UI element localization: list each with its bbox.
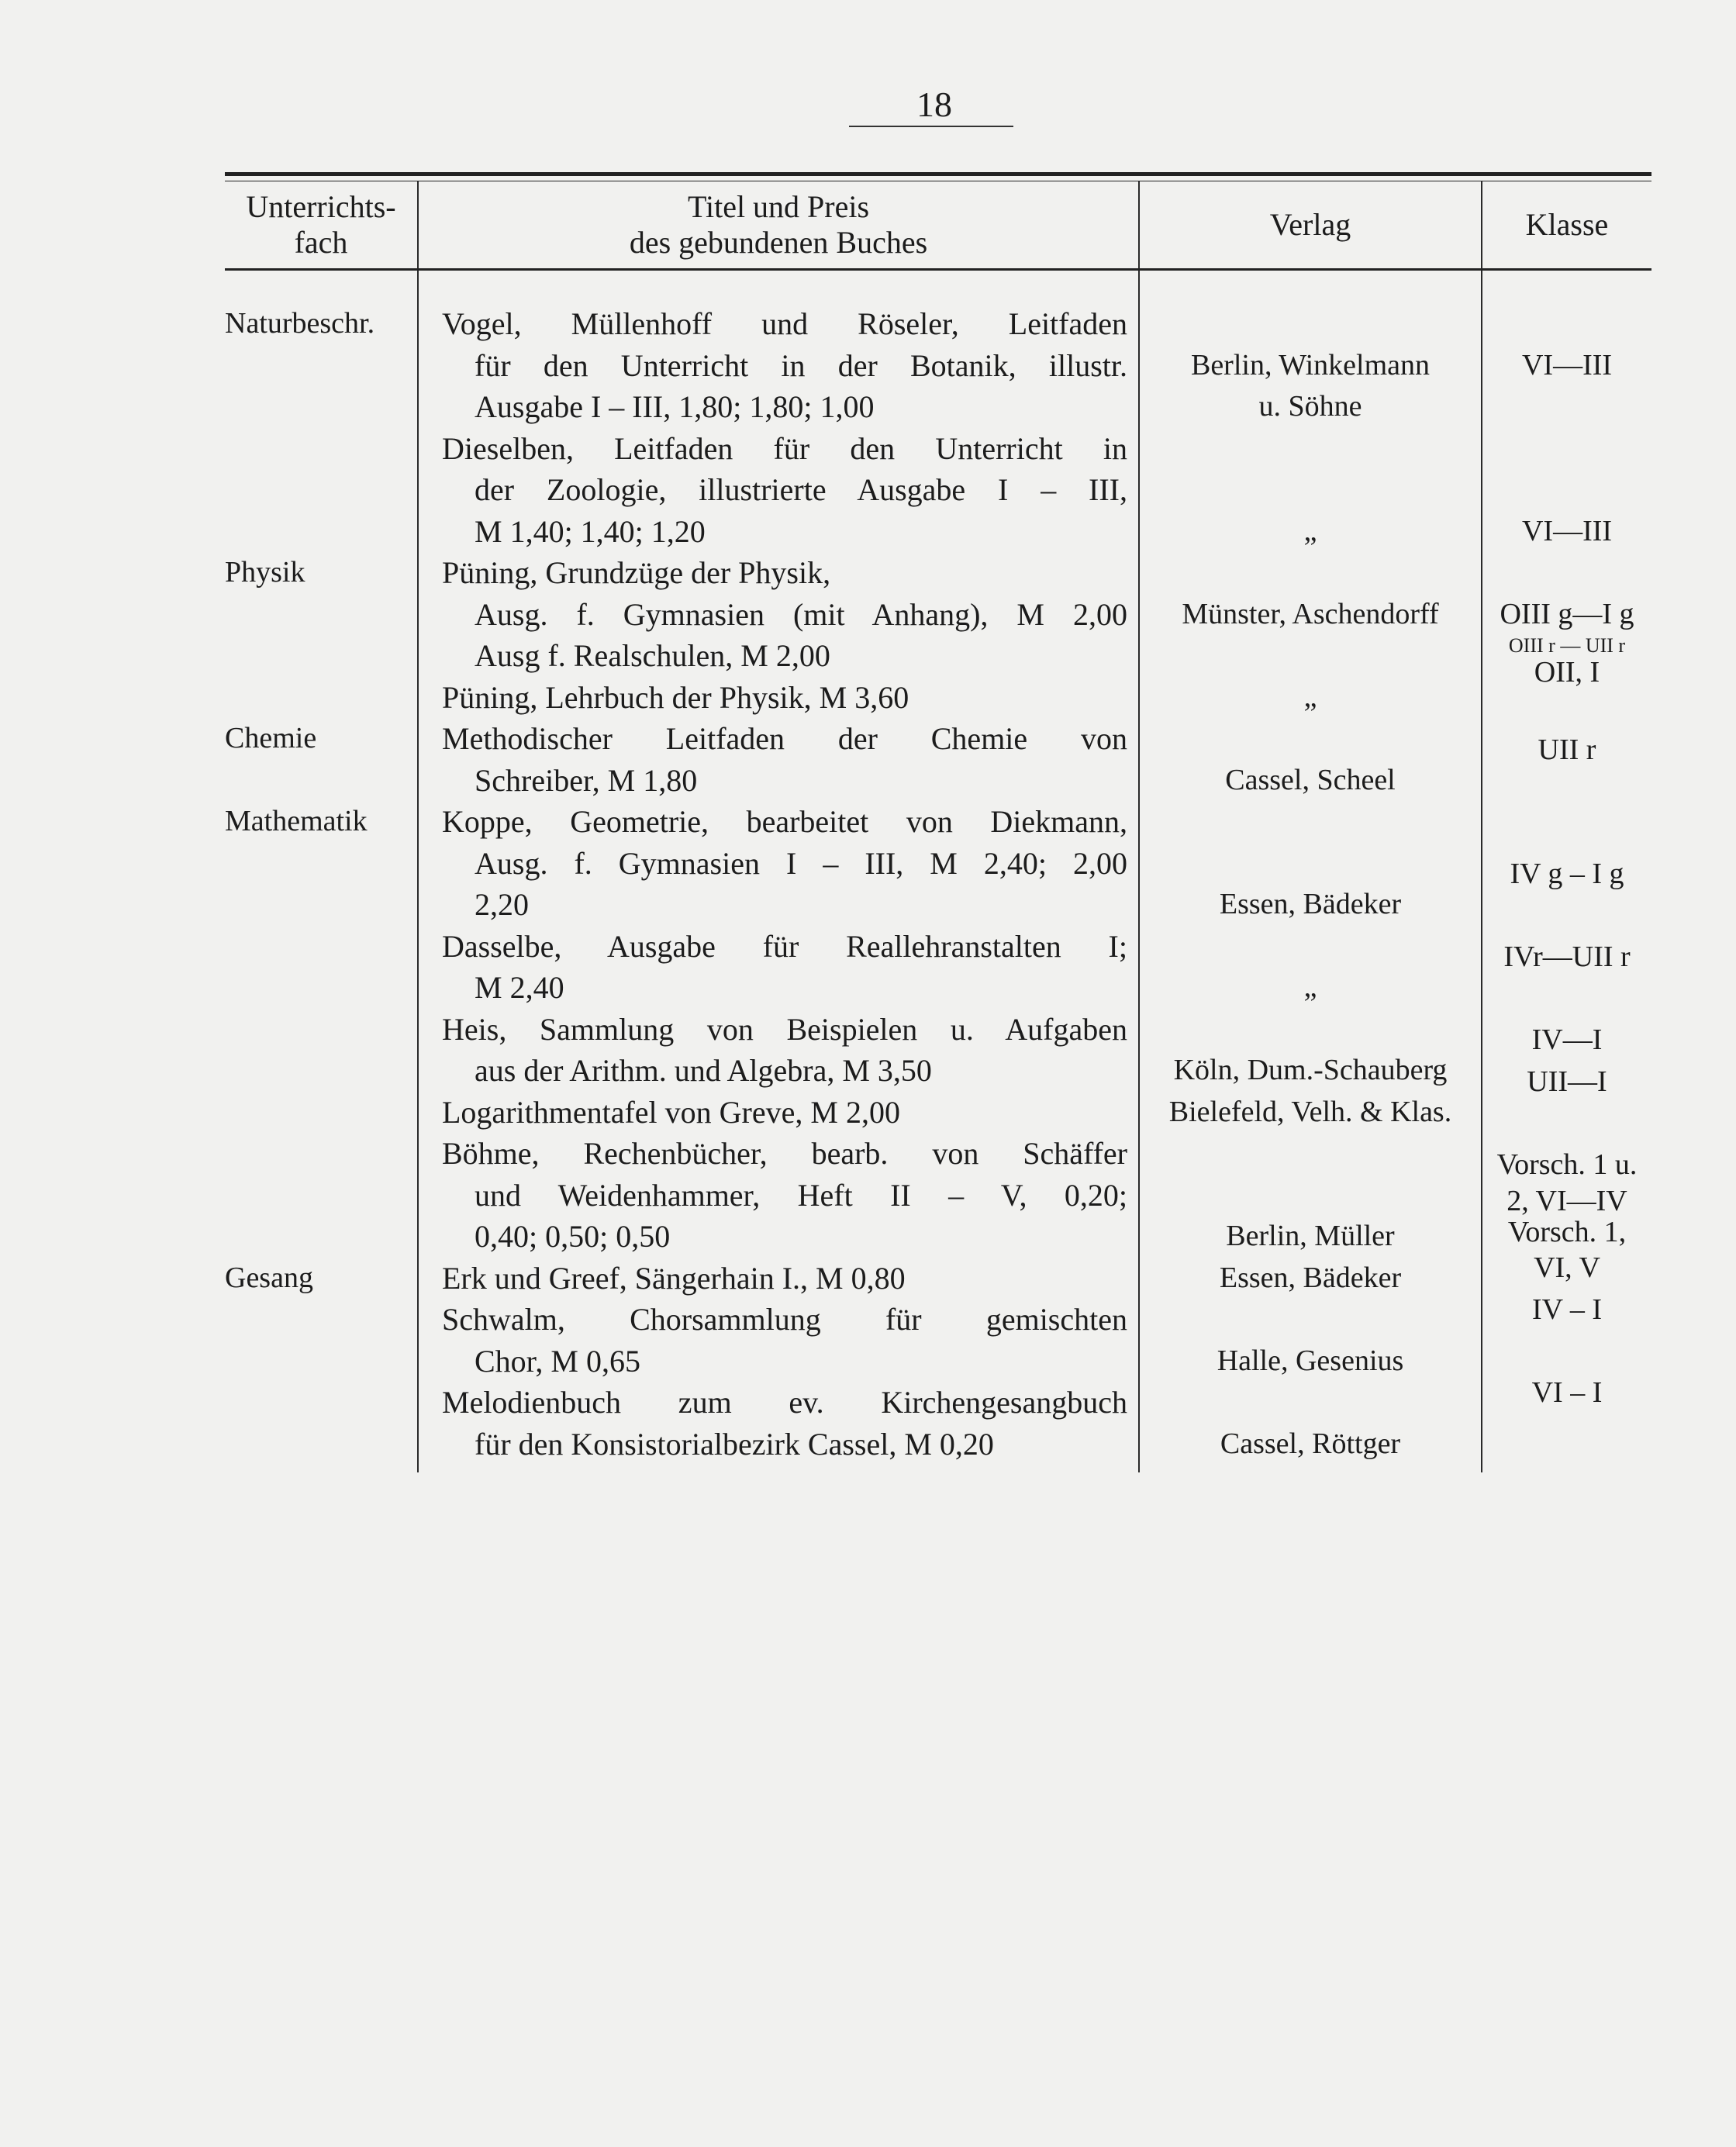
verlag-cell: Essen, Bädeker — [1219, 1261, 1402, 1294]
verlag-cell — [1140, 718, 1481, 760]
fach-cell — [225, 511, 417, 553]
header-verlag — [1138, 181, 1481, 268]
header-fach — [225, 181, 417, 268]
column-klasse — [1481, 271, 1651, 1472]
verlag-cell — [1140, 635, 1481, 677]
verlag-cell: Bielefeld, Velh. & Klas. — [1168, 1095, 1452, 1128]
titel-line: Koppe, Geometrie, bearbeitet von Diekmann, — [442, 804, 1127, 839]
fach-cell: Physik — [225, 556, 305, 589]
fach-cell — [225, 1133, 417, 1175]
verlag-ditto: „ — [1303, 514, 1317, 547]
titel-line: Vogel, Müllenhoff und Röseler, Leitfaden — [442, 306, 1127, 341]
verlag-cell: Berlin, Müller — [1226, 1220, 1395, 1252]
fach-cell: Chemie — [225, 722, 317, 754]
header-titel-line-1: Titel und Preis — [687, 189, 870, 224]
column-fach — [225, 271, 417, 1472]
verlag-cell — [1140, 428, 1481, 470]
header-fach-line-2: fach — [294, 225, 348, 260]
page-number: 18 — [916, 85, 952, 124]
table-header — [225, 181, 1651, 268]
fach-cell — [225, 469, 417, 511]
fach-cell — [225, 967, 417, 1009]
titel-line: Schwalm, Chorsammlung für gemischten — [442, 1302, 1127, 1337]
fach-cell — [225, 760, 417, 802]
verlag-cell — [1140, 1009, 1481, 1051]
titel-line: Ausg. f. Gymnasien (mit Anhang), M 2,00 — [475, 596, 1127, 632]
fach-cell — [225, 1175, 417, 1217]
verlag-cell — [1140, 1175, 1481, 1217]
verlag-cell: Berlin, Winkelmann — [1190, 348, 1431, 381]
titel-line: 0,40; 0,50; 0,50 — [475, 1219, 671, 1254]
fach-cell — [225, 843, 417, 885]
titel-line: Heis, Sammlung von Beispielen u. Aufgaben — [442, 1011, 1127, 1047]
verlag-cell — [1140, 1299, 1481, 1341]
titel-line: Chor, M 0,65 — [475, 1343, 640, 1379]
verlag-cell — [1140, 1382, 1481, 1424]
verlag-cell: u. Söhne — [1258, 390, 1362, 423]
fach-cell: Gesang — [225, 1261, 313, 1294]
header-verlag-label: Verlag — [1269, 207, 1351, 242]
verlag-ditto: „ — [1303, 680, 1317, 713]
verlag-cell — [1140, 801, 1481, 843]
titel-line: M 1,40; 1,40; 1,20 — [475, 513, 706, 549]
page-number-rule — [849, 126, 1013, 127]
fach-cell: Mathematik — [225, 805, 368, 837]
fach-cell: Naturbeschr. — [225, 307, 375, 340]
verlag-cell — [1140, 1133, 1481, 1175]
titel-line: Püning, Lehrbuch der Physik, M 3,60 — [442, 679, 909, 715]
fach-cell — [225, 1009, 417, 1051]
verlag-cell — [1140, 843, 1481, 885]
fach-cell — [225, 635, 417, 677]
verlag-cell: Köln, Dum.-Schauberg — [1173, 1054, 1448, 1086]
titel-line: Logarithmentafel von Greve, M 2,00 — [442, 1094, 900, 1130]
titel-line: und Weidenhammer, Heft II – V, 0,20; — [475, 1177, 1127, 1213]
klasse-cell: 2, VI—IV — [1506, 1185, 1627, 1217]
titel-line: Erk und Greef, Sängerhain I., M 0,80 — [442, 1260, 906, 1296]
column-verlag — [1138, 271, 1481, 1472]
verlag-cell: Halle, Gesenius — [1217, 1344, 1404, 1377]
verlag-cell: Essen, Bädeker — [1219, 888, 1402, 920]
titel-line: für den Unterricht in der Botanik, illustr. — [475, 347, 1127, 383]
klasse-cell: OII, I — [1534, 656, 1600, 689]
klasse-cell: Vorsch. 1, — [1507, 1216, 1627, 1248]
titel-line: der Zoologie, illustrierte Ausgabe I – III, — [475, 472, 1127, 507]
titel-line: Methodischer Leitfaden der Chemie von — [442, 721, 1127, 756]
klasse-cell: VI—III — [1521, 348, 1613, 381]
header-klasse-label: Klasse — [1525, 207, 1609, 242]
verlag-cell: Cassel, Röttger — [1220, 1427, 1401, 1460]
header-titel-line-2: des gebundenen Buches — [629, 225, 928, 260]
titel-line: für den Konsistorialbezirk Cassel, M 0,20 — [475, 1426, 994, 1462]
verlag-cell: Münster, Aschendorff — [1182, 597, 1439, 630]
titel-line: Schreiber, M 1,80 — [475, 762, 698, 798]
fach-cell — [225, 386, 417, 428]
klasse-cell: IV g – I g — [1510, 858, 1624, 890]
klasse-cell: VI—III — [1521, 514, 1613, 547]
fach-cell — [225, 926, 417, 968]
titel-line: Dasselbe, Ausgabe für Reallehranstalten I; — [442, 928, 1127, 964]
fach-cell — [225, 345, 417, 387]
verlag-cell — [1140, 303, 1481, 345]
verlag-cell — [1140, 469, 1481, 511]
verlag-cell — [1140, 926, 1481, 968]
klasse-cell: IVr—UII r — [1503, 941, 1631, 973]
schoolbook-table — [225, 172, 1651, 1472]
titel-line: Böhme, Rechenbücher, bearb. von Schäffer — [442, 1136, 1127, 1171]
fach-cell — [225, 1050, 417, 1092]
column-titel — [417, 271, 1138, 1472]
verlag-cell: Cassel, Scheel — [1225, 763, 1396, 796]
klasse-cell: VI, V — [1534, 1251, 1600, 1284]
table-top-rule — [225, 172, 1651, 176]
klasse-cell: UII r — [1538, 733, 1596, 766]
klasse-cell: UII—I — [1527, 1065, 1607, 1098]
klasse-cell: OIII g—I g — [1500, 597, 1634, 630]
fach-cell — [225, 1092, 417, 1134]
titel-line: Melodienbuch zum ev. Kirchengesangbuch — [442, 1385, 1127, 1420]
titel-line: aus der Arithm. und Algebra, M 3,50 — [475, 1053, 932, 1088]
fach-cell — [225, 1216, 417, 1258]
header-titel — [417, 181, 1138, 268]
fach-cell — [225, 594, 417, 636]
titel-line: Püning, Grundzüge der Physik, — [442, 555, 831, 590]
header-fach-line-1: Unterrichts- — [246, 189, 396, 224]
titel-line: 2,20 — [475, 887, 529, 922]
table-body — [225, 271, 1651, 1472]
klasse-cell: IV – I — [1531, 1293, 1603, 1326]
titel-line: Ausg. f. Gymnasien I – III, M 2,40; 2,00 — [475, 845, 1127, 881]
titel-line: Ausgabe I – III, 1,80; 1,80; 1,00 — [475, 389, 875, 424]
klasse-cell: IV—I — [1531, 1023, 1603, 1056]
verlag-cell — [1140, 552, 1481, 594]
fach-cell — [225, 677, 417, 719]
fach-cell — [225, 884, 417, 926]
titel-line: Dieselben, Leitfaden für den Unterricht in — [442, 430, 1127, 466]
verlag-ditto: „ — [1303, 971, 1317, 1003]
klasse-cell-small: OIII r — UII r — [1508, 634, 1626, 657]
klasse-cell: Vorsch. 1 u. — [1496, 1148, 1638, 1181]
fach-cell — [225, 428, 417, 470]
klasse-cell: VI – I — [1531, 1376, 1603, 1409]
titel-line: Ausg f. Realschulen, M 2,00 — [475, 638, 830, 673]
titel-line: M 2,40 — [475, 970, 564, 1005]
header-klasse — [1481, 181, 1651, 268]
